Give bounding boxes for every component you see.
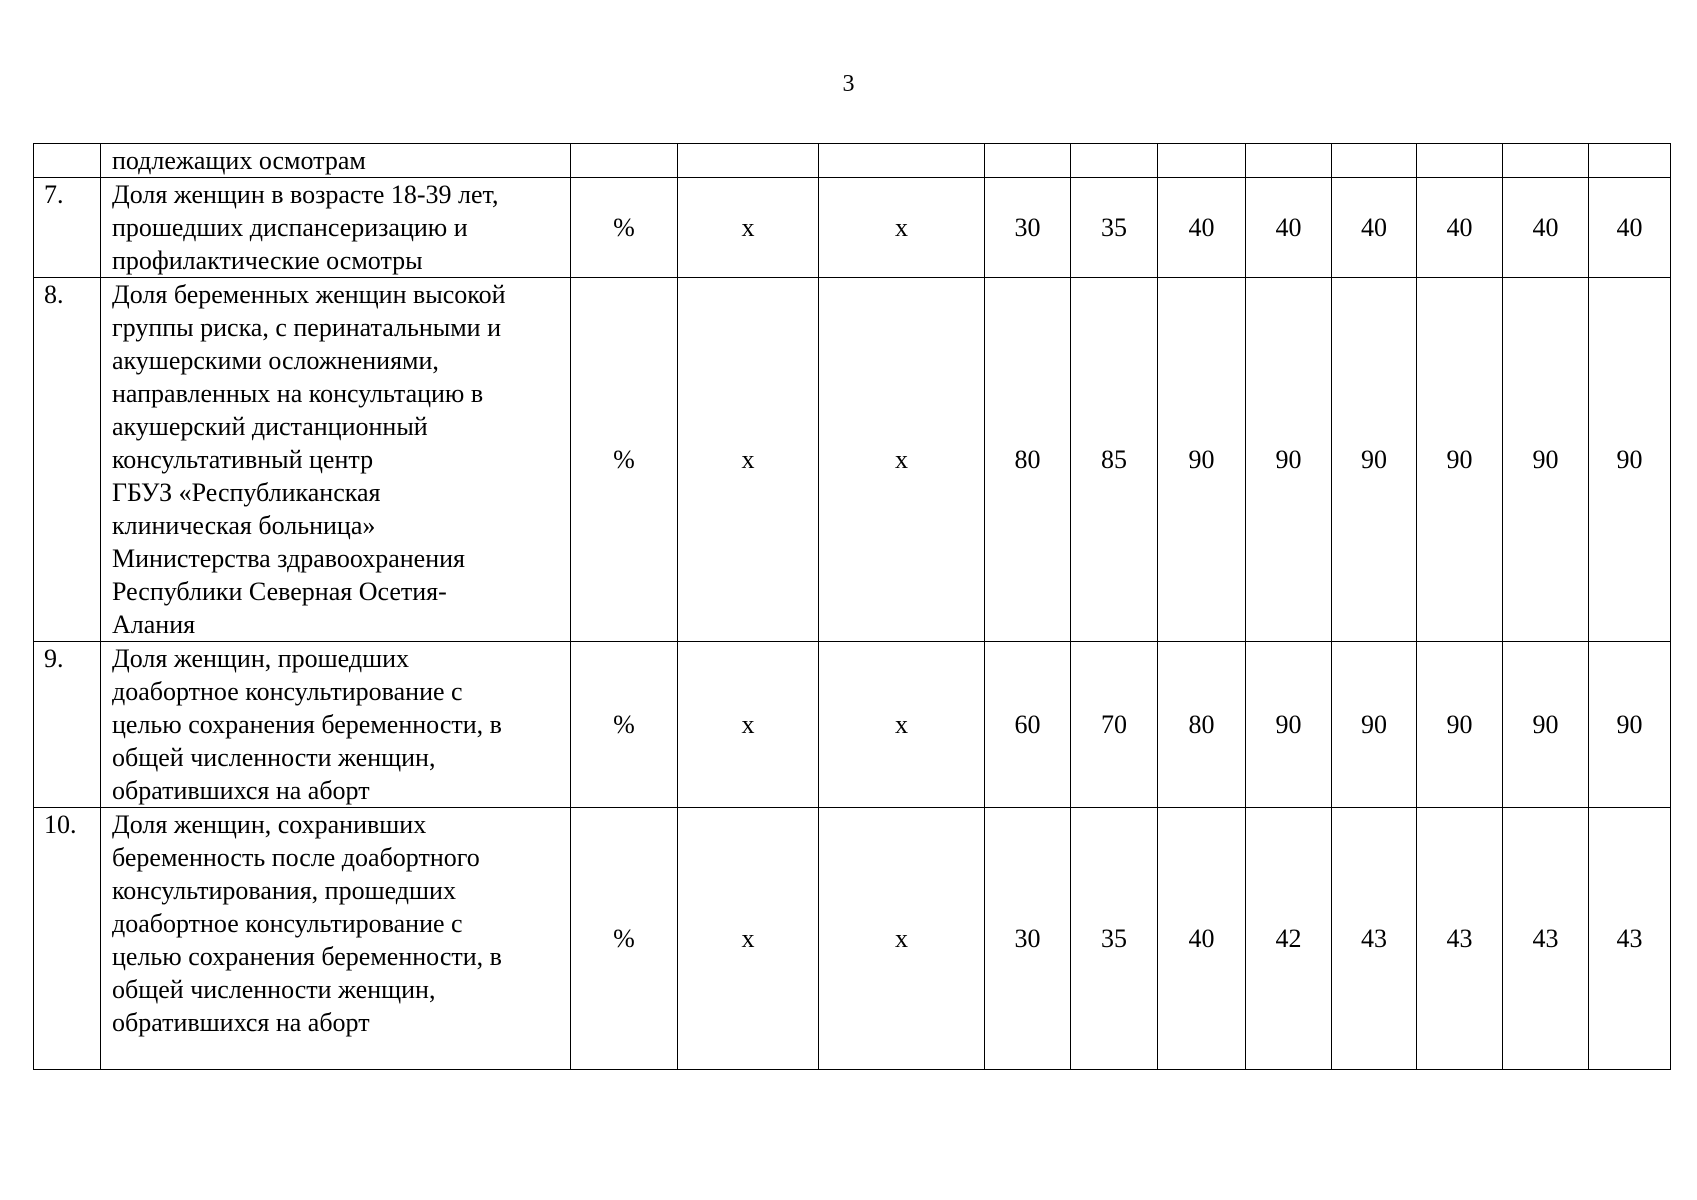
value-cell: 90	[1246, 642, 1332, 808]
indicator-name-line: консультирования, прошедших	[112, 876, 456, 905]
indicator-name-line: общей численности женщин,	[112, 975, 436, 1004]
value-cell: 43	[1503, 808, 1589, 1070]
value-cell: 70	[1071, 642, 1158, 808]
value-cell: х	[819, 808, 985, 1070]
unit-cell: %	[571, 808, 678, 1070]
value-cell: х	[819, 642, 985, 808]
indicator-name-line: Алания	[112, 610, 196, 639]
value-cell: 85	[1071, 278, 1158, 642]
row-number-cell: 10.	[34, 808, 101, 1070]
indicator-name-cell	[101, 178, 571, 278]
value-cell: 43	[1417, 808, 1503, 1070]
table-row	[34, 144, 1671, 178]
table-body	[34, 144, 1671, 1070]
value-cell: 40	[1246, 178, 1332, 278]
row-number-cell: 9.	[34, 642, 101, 808]
value-cell: 40	[1332, 178, 1417, 278]
value-cell: 30	[985, 808, 1071, 1070]
value-cell: 40	[1417, 178, 1503, 278]
indicator-name-line: обратившихся на аборт	[112, 776, 370, 805]
indicator-name-line: акушерский дистанционный	[112, 412, 428, 441]
value-cell: 90	[1332, 278, 1417, 642]
row-number-cell: 7.	[34, 178, 101, 278]
value-cell	[1071, 144, 1158, 178]
value-cell: 90	[1246, 278, 1332, 642]
value-cell: 90	[1332, 642, 1417, 808]
value-cell	[985, 144, 1071, 178]
indicator-name-line: беременность после доабортного	[112, 843, 480, 872]
table-row	[34, 178, 1671, 278]
unit-cell: %	[571, 178, 678, 278]
value-cell: х	[678, 808, 819, 1070]
indicator-name-line: Доля женщин, прошедших	[112, 644, 410, 673]
indicator-name-line: Доля женщин в возрасте 18-39 лет,	[112, 180, 499, 209]
value-cell: х	[678, 178, 819, 278]
indicators-table	[33, 143, 1671, 1070]
value-cell	[1589, 144, 1671, 178]
row-number-cell	[34, 144, 101, 178]
indicator-name-cell	[101, 808, 571, 1070]
value-cell: 40	[1158, 178, 1246, 278]
unit-cell	[571, 144, 678, 178]
indicator-name-cell	[101, 642, 571, 808]
indicator-name-line: Доля беременных женщин высокой	[112, 280, 506, 309]
indicator-name-line: доабортное консультирование с	[112, 677, 463, 706]
indicator-name-line: общей численности женщин,	[112, 743, 436, 772]
indicator-name-line: Доля женщин, сохранивших	[112, 810, 427, 839]
indicator-name-line: консультативный центр	[112, 445, 374, 474]
value-cell: 90	[1158, 278, 1246, 642]
unit-cell: %	[571, 642, 678, 808]
value-cell	[1417, 144, 1503, 178]
value-cell: 40	[1589, 178, 1671, 278]
indicator-name-line: профилактические осмотры	[112, 246, 423, 275]
indicator-name-line: клиническая больница»	[112, 511, 376, 540]
indicator-name-line: направленных на консультацию в	[112, 379, 484, 408]
indicator-name-line: Министерства здравоохранения	[112, 544, 465, 573]
value-cell	[819, 144, 985, 178]
value-cell	[1158, 144, 1246, 178]
row-number-cell: 8.	[34, 278, 101, 642]
value-cell: х	[819, 278, 985, 642]
page-number: 3	[842, 71, 855, 97]
indicator-name-line: доабортное консультирование с	[112, 909, 463, 938]
value-cell: 90	[1417, 278, 1503, 642]
value-cell	[1332, 144, 1417, 178]
indicator-name-line: группы риска, с перинатальными и	[112, 313, 501, 342]
value-cell: 35	[1071, 808, 1158, 1070]
indicator-name-cell	[101, 144, 571, 178]
indicator-name-line: акушерскими осложнениями,	[112, 346, 439, 375]
value-cell: 90	[1503, 278, 1589, 642]
indicator-name-line: прошедших диспансеризацию и	[112, 213, 468, 242]
value-cell: 80	[1158, 642, 1246, 808]
indicator-name-line: подлежащих осмотрам	[112, 146, 366, 175]
indicator-name-line: обратившихся на аборт	[112, 1008, 370, 1037]
value-cell: 43	[1589, 808, 1671, 1070]
value-cell: 90	[1589, 278, 1671, 642]
unit-cell: %	[571, 278, 678, 642]
value-cell	[678, 144, 819, 178]
value-cell: 90	[1503, 642, 1589, 808]
value-cell	[1246, 144, 1332, 178]
value-cell: 80	[985, 278, 1071, 642]
value-cell: 40	[1158, 808, 1246, 1070]
value-cell: 43	[1332, 808, 1417, 1070]
value-cell: 40	[1503, 178, 1589, 278]
value-cell	[1503, 144, 1589, 178]
value-cell: 42	[1246, 808, 1332, 1070]
value-cell: 60	[985, 642, 1071, 808]
indicator-name-line: целью сохранения беременности, в	[112, 710, 502, 739]
value-cell: 90	[1417, 642, 1503, 808]
value-cell: 35	[1071, 178, 1158, 278]
indicator-name-cell	[101, 278, 571, 642]
value-cell: 90	[1589, 642, 1671, 808]
indicator-name-line: Республики Северная Осетия-	[112, 577, 447, 606]
value-cell: х	[678, 642, 819, 808]
table-row	[34, 808, 1671, 1070]
indicator-name-line: ГБУЗ «Республиканская	[112, 478, 381, 507]
indicator-name-line: целью сохранения беременности, в	[112, 942, 502, 971]
value-cell: х	[819, 178, 985, 278]
table-row	[34, 278, 1671, 642]
table-row	[34, 642, 1671, 808]
value-cell: 30	[985, 178, 1071, 278]
value-cell: х	[678, 278, 819, 642]
